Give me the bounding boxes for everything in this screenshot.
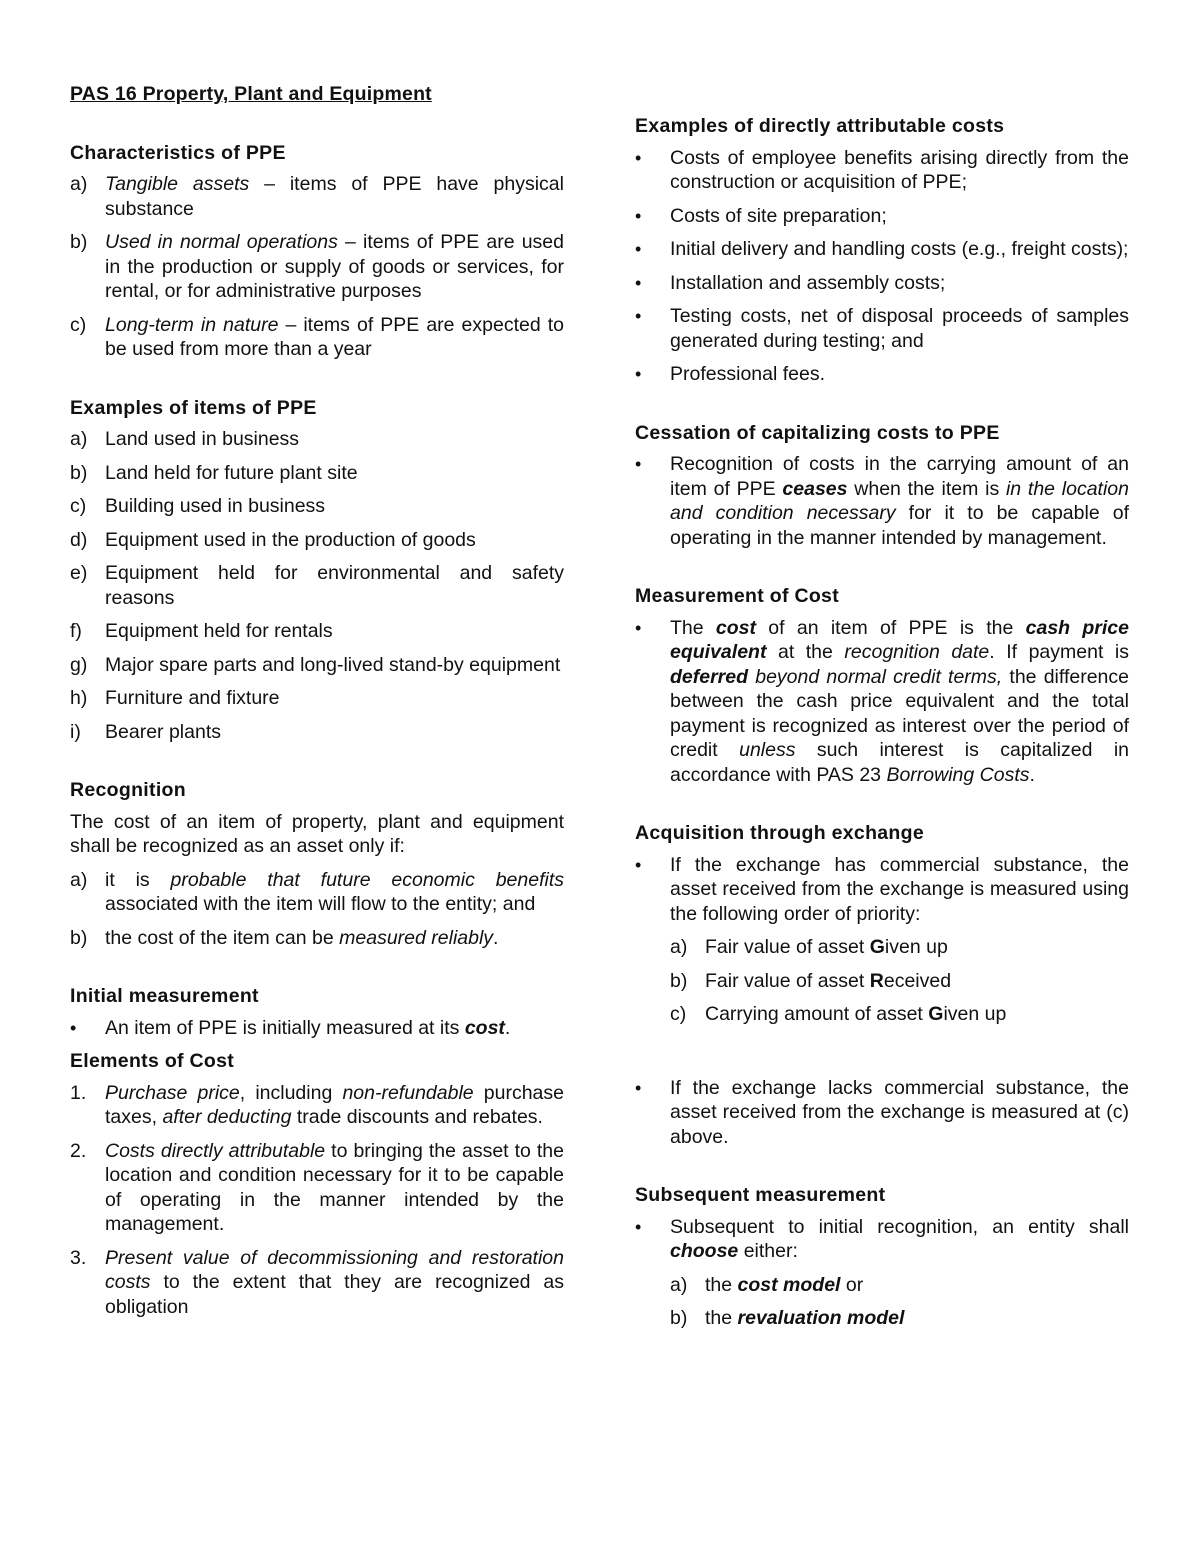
list-marker: 1. (70, 1081, 87, 1104)
subsequent-measurement-section (635, 1183, 1129, 1331)
list-item (70, 686, 564, 711)
recognition-section (70, 778, 564, 950)
list-marker: c) (70, 495, 87, 517)
examples-heading: Examples of items of PPE (70, 396, 317, 419)
list-text: Equipment held for environmental and safety reasons (105, 562, 564, 609)
bullet-item (635, 304, 1129, 353)
list-item (70, 926, 564, 951)
list-item (670, 935, 1129, 960)
bullet-text: Costs of employee benefits arising directly from the construction or acquisition of PPE; (670, 146, 1129, 193)
initial-measurement-heading: Initial measurement (70, 985, 259, 1007)
bullet-text: The cost of an item of PPE is the cash price equivalent at the recognition date. If payment is deferred beyond normal credit terms, the difference between the cash price equivalent and the total payment is recognized as interest over the period of credit unless such interest is capitalized in accordance with PAS 23 Borrowing Costs. (670, 616, 1130, 786)
list-text: the cost model or (705, 1273, 864, 1296)
list-item (670, 969, 1129, 994)
list-item (670, 1273, 1129, 1298)
bullet-text: Recognition of costs in the carrying amount of an item of PPE ceases when the item is in the location and condition necessary for it to be capable of operating in the manner intended by management. (670, 453, 1129, 549)
list-item (70, 720, 564, 745)
list-marker: i) (70, 720, 81, 743)
elements-of-cost-section (70, 1049, 564, 1319)
characteristics-section (70, 141, 564, 362)
list-marker: b) (670, 969, 688, 992)
list-marker: c) (70, 313, 87, 336)
list-marker: e) (70, 562, 88, 584)
list-item (70, 230, 564, 304)
document-title: PAS 16 Property, Plant and Equipment (70, 83, 432, 105)
bullet-item (635, 146, 1129, 195)
list-text: Purchase price, including non-refundable purchase taxes, after deducting trade discounts and rebates. (105, 1081, 564, 1128)
list-item (70, 528, 564, 553)
spacer (635, 1036, 1129, 1076)
list-marker: a) (670, 1273, 688, 1296)
bullet-text: Testing costs, net of disposal proceeds of samples generated during testing; and (670, 305, 1129, 352)
list-text: Land held for future plant site (105, 461, 358, 484)
list-marker: f) (70, 620, 82, 642)
bullet-icon: • (635, 1077, 642, 1098)
list-item (70, 461, 564, 486)
list-marker: d) (70, 528, 88, 551)
list-text: Carrying amount of asset Given up (705, 1003, 1007, 1025)
bullet-item (635, 362, 1129, 387)
list-text: Equipment held for rentals (105, 620, 333, 642)
bullet-text: If the exchange has commercial substance, the asset received from the exchange is measured using the following order of priority: (670, 853, 1129, 925)
bullet-icon: • (635, 617, 642, 638)
recognition-heading: Recognition (70, 779, 186, 801)
bullet-item (635, 271, 1129, 296)
bullet-text: If the exchange lacks commercial substance, the asset received from the exchange is measured at (c) above. (670, 1076, 1129, 1148)
list-marker: c) (670, 1003, 687, 1025)
directly-attributable-heading: Examples of directly attributable costs (635, 115, 1005, 137)
list-text: Major spare parts and long-lived stand-by equipment (105, 653, 561, 676)
list-item (70, 868, 564, 917)
bullet-text: Professional fees. (670, 363, 826, 385)
bullet-icon: • (635, 854, 642, 875)
list-text: Tangible assets – items of PPE have physical substance (105, 173, 564, 220)
list-item (70, 1246, 564, 1320)
list-marker: b) (670, 1307, 688, 1329)
list-marker: a) (70, 428, 88, 450)
list-text: Land used in business (105, 428, 300, 450)
list-text: the revaluation model (705, 1307, 905, 1329)
list-marker: 2. (70, 1139, 87, 1162)
list-item (670, 1306, 1129, 1331)
list-marker: b) (70, 926, 88, 949)
list-item (70, 494, 564, 519)
measurement-heading: Measurement of Cost (635, 585, 839, 607)
list-text: Bearer plants (105, 720, 221, 743)
list-text: the cost of the item can be measured reliably. (105, 926, 499, 949)
bullet-item (635, 452, 1129, 550)
list-marker: a) (670, 936, 688, 958)
list-text: Fair value of asset Given up (705, 936, 948, 958)
bullet-text: Costs of site preparation; (670, 204, 887, 227)
list-item (70, 619, 564, 644)
directly-attributable-section (635, 114, 1129, 387)
right-column (635, 114, 1129, 1340)
examples-section (70, 396, 564, 745)
bullet-item (635, 1076, 1129, 1150)
list-item (70, 653, 564, 678)
bullet-icon: • (635, 239, 642, 259)
list-item (70, 1139, 564, 1237)
subsequent-heading: Subsequent measurement (635, 1184, 886, 1206)
list-text: Building used in business (105, 495, 326, 517)
list-item (670, 1002, 1129, 1027)
bullet-icon: • (635, 454, 642, 474)
list-text: it is probable that future economic benefits associated with the item will flow to the entity; and (105, 868, 564, 915)
bullet-text: Initial delivery and handling costs (e.g., freight costs); (670, 238, 1129, 260)
bullet-item (635, 616, 1129, 788)
list-marker: a) (70, 173, 88, 195)
initial-measurement-section (70, 984, 564, 1040)
list-text: Costs directly attributable to bringing the asset to the location and condition necessary for it to be capable of operating in the manner intended by the management. (105, 1139, 564, 1235)
list-text: Used in normal operations – items of PPE are used in the production or supply of goods or services, for rental, or for administrative purposes (105, 231, 564, 302)
bullet-item (70, 1016, 564, 1041)
bullet-icon: • (635, 1216, 642, 1237)
list-item (70, 313, 564, 362)
elements-heading: Elements of Cost (70, 1050, 235, 1072)
measurement-of-cost-section (635, 584, 1129, 787)
exchange-section (635, 821, 1129, 1149)
list-marker: h) (70, 687, 88, 709)
bullet-icon: • (635, 272, 642, 293)
cessation-section (635, 421, 1129, 551)
recognition-intro: The cost of an item of property, plant and equipment shall be recognized as an asset only if: (70, 810, 564, 857)
bullet-text: Installation and assembly costs; (670, 271, 946, 294)
list-marker: g) (70, 653, 88, 676)
list-text: Long-term in nature – items of PPE are expected to be used from more than a year (105, 313, 564, 360)
bullet-item (635, 204, 1129, 229)
list-item (70, 561, 564, 610)
bullet-text: An item of PPE is initially measured at its cost. (105, 1016, 511, 1039)
list-marker: b) (70, 231, 88, 253)
list-text: Fair value of asset Received (705, 969, 952, 992)
bullet-text: Subsequent to initial recognition, an entity shall choose either: (670, 1215, 1129, 1262)
list-text: Furniture and fixture (105, 687, 280, 709)
list-item (70, 172, 564, 221)
list-marker: b) (70, 461, 88, 484)
list-item (70, 427, 564, 452)
bullet-item (635, 853, 1129, 927)
list-marker: 3. (70, 1246, 87, 1269)
bullet-icon: • (70, 1017, 77, 1038)
list-text: Present value of decommissioning and restoration costs to the extent that they are recognized as obligation (105, 1246, 564, 1318)
left-column (70, 82, 564, 1328)
bullet-icon: • (635, 364, 642, 384)
characteristics-heading: Characteristics of PPE (70, 141, 286, 164)
cessation-heading: Cessation of capitalizing costs to PPE (635, 421, 1000, 444)
bullet-icon: • (635, 205, 642, 226)
list-text: Equipment used in the production of goods (105, 528, 476, 551)
list-item (70, 1081, 564, 1130)
list-marker: a) (70, 868, 88, 891)
exchange-heading: Acquisition through exchange (635, 822, 924, 844)
bullet-icon: • (635, 147, 642, 168)
bullet-item (635, 237, 1129, 262)
bullet-item (635, 1215, 1129, 1264)
bullet-icon: • (635, 306, 642, 326)
